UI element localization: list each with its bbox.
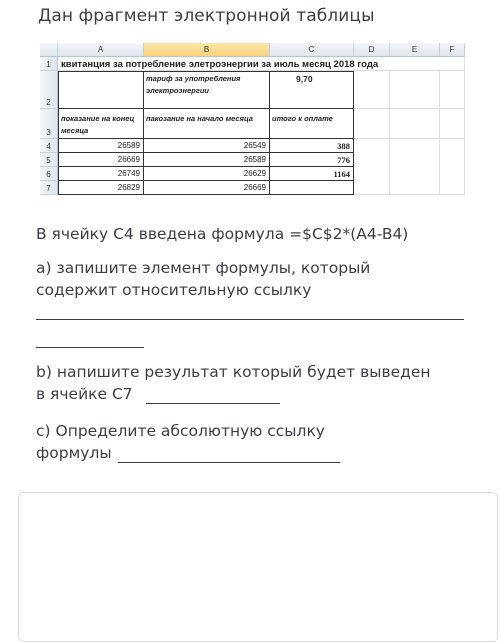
question-c-line1: c) Определите абсолютную ссылку	[36, 422, 325, 440]
question-b-line2: в ячейке С7	[36, 385, 133, 403]
cell-a4: 26589	[58, 139, 144, 153]
cell-a7: 26829	[58, 181, 144, 195]
answer-c-line	[118, 462, 340, 463]
cell-d3	[354, 109, 390, 139]
answer-a-line-2	[36, 347, 144, 348]
answer-b-line	[146, 403, 280, 404]
task-title: Дан фрагмент электронной таблицы	[38, 6, 375, 26]
row-header-4: 4	[40, 139, 58, 153]
formula-statement: В ячейку С4 введена формула =$C$2*(A4-B4)	[36, 225, 409, 243]
cell-c2: 9,70	[270, 71, 354, 109]
cell-f2	[440, 71, 465, 109]
cell-c4: 388	[270, 139, 354, 153]
cell-a5: 26669	[58, 153, 144, 167]
cell-a3: показание на конец месяца	[58, 109, 144, 139]
row-header-2: 2	[40, 71, 58, 109]
question-b-line1: b) напишите результат который будет выведен	[36, 363, 431, 381]
answer-a-line	[36, 319, 464, 320]
column-header-e: E	[390, 43, 440, 57]
cell-b7: 26669	[144, 181, 270, 195]
cell-b5: 26589	[144, 153, 270, 167]
question-c-line2: формулы	[36, 444, 112, 462]
cell-d2	[354, 71, 390, 109]
row-header-6: 6	[40, 167, 58, 181]
cell-a6: 26749	[58, 167, 144, 181]
cells-f4-f7	[440, 139, 465, 195]
cell-f3	[440, 109, 465, 139]
cell-b6: 26629	[144, 167, 270, 181]
cell-e2	[390, 71, 440, 109]
row-header-5: 5	[40, 153, 58, 167]
cell-c6: 1164	[270, 167, 354, 181]
column-header-f: F	[440, 43, 465, 57]
cell-c5: 776	[270, 153, 354, 167]
cell-c7	[270, 181, 354, 195]
corner-cell	[40, 43, 58, 57]
cell-a2	[58, 71, 144, 109]
column-header-b: B	[144, 43, 270, 57]
cells-e4-e7	[390, 139, 440, 195]
cell-e3	[390, 109, 440, 139]
cell-b2: тариф за употребления электроэнергии	[144, 71, 270, 109]
question-a-line1: а) запишите элемент формулы, который	[36, 259, 371, 277]
column-header-a: A	[58, 43, 144, 57]
row-header-7: 7	[40, 181, 58, 195]
question-a-line2: содержит относительную ссылку	[36, 281, 312, 299]
column-header-d: D	[354, 43, 390, 57]
column-header-c: C	[270, 43, 354, 57]
sheet-heading: квитанция за потребление элетроэнергии за июль месяц 2018 года	[61, 59, 379, 70]
row-header-1: 1	[40, 57, 58, 71]
answer-box[interactable]	[18, 492, 498, 642]
cell-b3: пакозание на начало месяца	[144, 109, 270, 139]
row-header-3: 3	[40, 109, 58, 139]
cell-c3: итого к оплате	[270, 109, 354, 139]
spreadsheet-fragment	[40, 43, 465, 198]
cell-b4: 26549	[144, 139, 270, 153]
cells-d4-d7	[354, 139, 390, 195]
